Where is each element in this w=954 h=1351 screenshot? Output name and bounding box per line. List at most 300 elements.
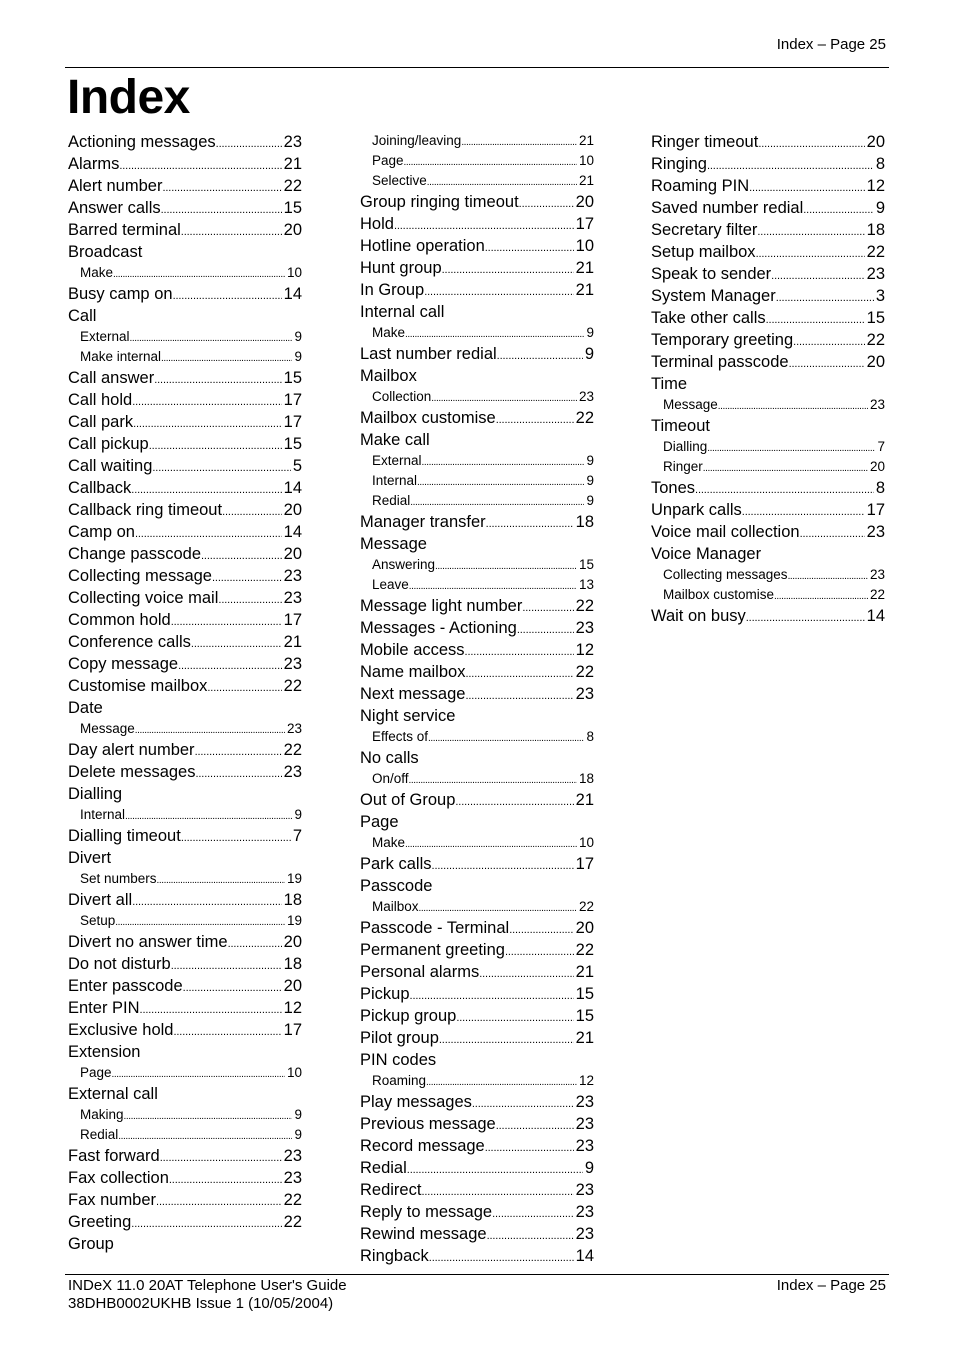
- entry-page-number: 9: [584, 1159, 594, 1177]
- entry-label: Next message: [360, 685, 466, 703]
- entry-page-number: 21: [575, 281, 594, 299]
- entry-label: Pickup: [360, 985, 410, 1003]
- entry-page-number: 22: [575, 409, 594, 427]
- header-page-label: Index – Page 25: [776, 36, 886, 53]
- index-heading: [360, 301, 594, 323]
- dot-leader: [422, 453, 585, 473]
- entry-page-number: 20: [283, 977, 302, 995]
- dot-leader: [409, 577, 577, 597]
- dot-leader: [793, 331, 864, 353]
- entry-page-number: 23: [283, 589, 302, 607]
- dot-leader: [789, 353, 865, 375]
- index-entry: [360, 789, 594, 811]
- dot-leader: [156, 1191, 282, 1213]
- entry-page-number: 17: [283, 611, 302, 629]
- dot-leader: [112, 1065, 285, 1085]
- dot-leader: [758, 133, 864, 155]
- entry-page-number: 18: [283, 955, 302, 973]
- index-subentry: [68, 1125, 302, 1145]
- index-subentry: [651, 457, 885, 477]
- dot-leader: [519, 193, 574, 215]
- entry-label: Broadcast: [68, 243, 143, 261]
- dot-leader: [195, 763, 281, 785]
- index-entry: [68, 389, 302, 411]
- index-heading: [68, 1233, 302, 1255]
- dot-leader: [718, 397, 868, 417]
- entry-page-number: 18: [575, 513, 594, 531]
- entry-page-number: 21: [283, 155, 302, 173]
- entry-page-number: 14: [283, 285, 302, 303]
- dot-leader: [509, 919, 573, 941]
- entry-page-number: 23: [575, 1093, 594, 1111]
- entry-page-number: 23: [869, 567, 885, 582]
- index-subentry: [68, 327, 302, 347]
- entry-label: Divert all: [68, 891, 133, 909]
- entry-page-number: 17: [575, 215, 594, 233]
- index-heading: [360, 533, 594, 555]
- entry-label: Record message: [360, 1137, 485, 1155]
- dot-leader: [465, 641, 574, 663]
- entry-page-number: 9: [586, 493, 594, 508]
- footer-doc-issue: 38DHB0002UKHB Issue 1 (10/05/2004): [68, 1295, 334, 1312]
- entry-page-number: 20: [283, 501, 302, 519]
- entry-label: Timeout: [651, 417, 710, 435]
- dot-leader: [771, 265, 864, 287]
- entry-page-number: 23: [578, 389, 594, 404]
- entry-label: Delete messages: [68, 763, 196, 781]
- entry-page-number: 10: [286, 1065, 302, 1080]
- entry-label: Park calls: [360, 855, 432, 873]
- index-entry: [360, 939, 594, 961]
- entry-label: Hold: [360, 215, 394, 233]
- entry-label: Pilot group: [360, 1029, 439, 1047]
- entry-page-number: 9: [294, 807, 302, 822]
- index-entry: [651, 285, 885, 307]
- entry-label: Effects of: [372, 729, 429, 744]
- entry-page-number: 14: [866, 607, 885, 625]
- dot-leader: [228, 933, 282, 955]
- index-entry: [68, 587, 302, 609]
- entry-label: Play messages: [360, 1093, 472, 1111]
- entry-page-number: 21: [575, 963, 594, 981]
- entry-page-number: 12: [578, 1073, 594, 1088]
- dot-leader: [431, 389, 577, 409]
- dot-leader: [218, 589, 281, 611]
- entry-page-number: 23: [575, 1181, 594, 1199]
- entry-page-number: 21: [575, 259, 594, 277]
- entry-label: External: [80, 329, 130, 344]
- entry-label: External: [372, 453, 422, 468]
- dot-leader: [133, 413, 282, 435]
- dot-leader: [131, 479, 281, 501]
- entry-label: Dialling timeout: [68, 827, 181, 845]
- dot-leader: [707, 439, 875, 459]
- dot-leader: [135, 523, 282, 545]
- index-subentry: [651, 395, 885, 415]
- dot-leader: [485, 1137, 574, 1159]
- entry-label: Permanent greeting: [360, 941, 505, 959]
- index-subentry: [360, 575, 594, 595]
- entry-page-number: 23: [575, 1137, 594, 1155]
- entry-label: Leave: [372, 577, 409, 592]
- entry-page-number: 23: [283, 133, 302, 151]
- index-entry: [651, 521, 885, 543]
- index-entry: [68, 543, 302, 565]
- entry-label: Make internal: [80, 349, 162, 364]
- dot-leader: [171, 955, 282, 977]
- dot-leader: [195, 741, 282, 763]
- index-entry: [68, 219, 302, 241]
- entry-page-number: 8: [586, 729, 594, 744]
- entry-label: Collecting message: [68, 567, 212, 585]
- index-entry: [68, 565, 302, 587]
- dot-leader: [115, 913, 285, 933]
- index-subentry: [360, 151, 594, 171]
- dot-leader: [173, 1021, 281, 1043]
- entry-page-number: 12: [866, 177, 885, 195]
- dot-leader: [439, 1029, 574, 1051]
- dot-leader: [404, 153, 577, 173]
- entry-label: Enter passcode: [68, 977, 183, 995]
- entry-label: Previous message: [360, 1115, 496, 1133]
- entry-label: Copy message: [68, 655, 179, 673]
- index-entry: [360, 1179, 594, 1201]
- dot-leader: [183, 977, 282, 999]
- entry-label: Last number redial: [360, 345, 497, 363]
- entry-label: Answer calls: [68, 199, 161, 217]
- entry-label: Page: [360, 813, 399, 831]
- index-entry: [360, 1005, 594, 1027]
- entry-page-number: 20: [283, 221, 302, 239]
- index-heading: [360, 1049, 594, 1071]
- entry-page-number: 20: [866, 353, 885, 371]
- entry-page-number: 15: [866, 309, 885, 327]
- index-entry: [360, 853, 594, 875]
- dot-leader: [465, 663, 573, 685]
- entry-page-number: 22: [575, 597, 594, 615]
- entry-label: Make: [80, 265, 114, 280]
- entry-label: Night service: [360, 707, 456, 725]
- index-subentry: [360, 769, 594, 789]
- entry-page-number: 22: [283, 1191, 302, 1209]
- entry-page-number: 8: [875, 155, 885, 173]
- dot-leader: [435, 557, 577, 577]
- entry-page-number: 9: [586, 325, 594, 340]
- index-subentry: [68, 719, 302, 739]
- entry-page-number: 9: [294, 349, 302, 364]
- index-heading: [68, 1083, 302, 1105]
- index-column-1: [68, 131, 302, 1255]
- dot-leader: [407, 1159, 583, 1181]
- index-entry: [651, 477, 885, 499]
- entry-label: Divert: [68, 849, 112, 867]
- footer-doc-title: INDeX 11.0 20AT Telephone User's Guide: [68, 1277, 347, 1294]
- index-entry: [68, 825, 302, 847]
- entry-label: On/off: [372, 771, 409, 786]
- index-heading: [360, 365, 594, 387]
- index-entry: [360, 279, 594, 301]
- index-entry: [68, 931, 302, 953]
- dot-leader: [803, 199, 874, 221]
- entry-page-number: 19: [286, 871, 302, 886]
- dot-leader: [766, 309, 865, 331]
- index-subentry: [68, 805, 302, 825]
- entry-label: Divert no answer time: [68, 933, 228, 951]
- entry-label: Redial: [360, 1159, 407, 1177]
- index-entry: [360, 1223, 594, 1245]
- index-entry: [651, 241, 885, 263]
- dot-leader: [132, 891, 281, 913]
- dot-leader: [742, 501, 865, 523]
- dot-leader: [505, 941, 574, 963]
- entry-page-number: 14: [283, 523, 302, 541]
- dot-leader: [162, 177, 281, 199]
- index-entry: [68, 455, 302, 477]
- entry-page-number: 23: [283, 763, 302, 781]
- dot-leader: [124, 1107, 293, 1127]
- index-subentry: [68, 869, 302, 889]
- index-entry: [360, 639, 594, 661]
- entry-label: Mailbox: [360, 367, 417, 385]
- dot-leader: [432, 855, 574, 877]
- dot-leader: [695, 479, 874, 501]
- entry-label: Voice mail collection: [651, 523, 800, 541]
- dot-leader: [496, 1115, 574, 1137]
- dot-leader: [152, 457, 290, 479]
- index-entry: [68, 1167, 302, 1189]
- dot-leader: [424, 281, 573, 303]
- index-heading: [360, 875, 594, 897]
- dot-leader: [419, 899, 577, 919]
- index-subentry: [360, 471, 594, 491]
- index-subentry: [68, 347, 302, 367]
- entry-page-number: 14: [575, 1247, 594, 1265]
- dot-leader: [455, 791, 573, 813]
- entry-label: No calls: [360, 749, 419, 767]
- entry-label: Redial: [372, 493, 411, 508]
- entry-page-number: 9: [294, 1127, 302, 1142]
- page-title: Index: [67, 71, 190, 124]
- entry-page-number: 17: [866, 501, 885, 519]
- entry-page-number: 17: [283, 391, 302, 409]
- entry-label: Call answer: [68, 369, 155, 387]
- dot-leader: [140, 999, 282, 1021]
- dot-leader: [171, 611, 282, 633]
- entry-label: Camp on: [68, 523, 135, 541]
- entry-page-number: 21: [575, 1029, 594, 1047]
- entry-page-number: 18: [578, 771, 594, 786]
- entry-label: Mailbox customise: [360, 409, 496, 427]
- index-entry: [68, 1211, 302, 1233]
- index-entry: [651, 307, 885, 329]
- entry-page-number: 22: [283, 677, 302, 695]
- dot-leader: [429, 1247, 574, 1269]
- entry-label: Tones: [651, 479, 696, 497]
- entry-label: Pickup group: [360, 1007, 457, 1025]
- index-entry: [68, 411, 302, 433]
- entry-page-number: 15: [283, 435, 302, 453]
- entry-label: Redial: [80, 1127, 119, 1142]
- entry-label: Call pickup: [68, 435, 149, 453]
- entry-page-number: 23: [283, 655, 302, 673]
- entry-label: Callback: [68, 479, 132, 497]
- entry-label: Call: [68, 307, 97, 325]
- entry-page-number: 20: [869, 459, 885, 474]
- index-entry: [651, 197, 885, 219]
- index-entry: [68, 739, 302, 761]
- entry-page-number: 22: [283, 1213, 302, 1231]
- index-subentry: [360, 451, 594, 471]
- index-subentry: [651, 437, 885, 457]
- entry-page-number: 22: [866, 243, 885, 261]
- dot-leader: [442, 259, 574, 281]
- entry-page-number: 9: [294, 329, 302, 344]
- index-entry: [68, 975, 302, 997]
- entry-page-number: 15: [283, 369, 302, 387]
- index-heading: [651, 543, 885, 565]
- entry-label: Selective: [372, 173, 427, 188]
- dot-leader: [181, 827, 291, 849]
- index-entry: [360, 983, 594, 1005]
- entry-label: Call waiting: [68, 457, 153, 475]
- dot-leader: [410, 985, 574, 1007]
- dot-leader: [456, 1007, 573, 1029]
- entry-page-number: 23: [283, 567, 302, 585]
- entry-label: Call park: [68, 413, 134, 431]
- entry-page-number: 20: [866, 133, 885, 151]
- entry-page-number: 23: [283, 1169, 302, 1187]
- index-subentry: [360, 833, 594, 853]
- footer-left: [68, 1277, 347, 1313]
- entry-page-number: 22: [866, 331, 885, 349]
- entry-page-number: 7: [292, 827, 302, 845]
- entry-page-number: 9: [586, 473, 594, 488]
- entry-label: Call hold: [68, 391, 133, 409]
- dot-leader: [149, 435, 282, 457]
- dot-leader: [130, 329, 293, 349]
- entry-label: Reply to message: [360, 1203, 493, 1221]
- entry-page-number: 15: [283, 199, 302, 217]
- index-entry: [360, 191, 594, 213]
- entry-page-number: 13: [578, 577, 594, 592]
- dot-leader: [757, 221, 864, 243]
- dot-leader: [774, 587, 868, 607]
- dot-leader: [181, 221, 282, 243]
- index-entry: [360, 1201, 594, 1223]
- entry-label: Extension: [68, 1043, 141, 1061]
- entry-page-number: 23: [575, 619, 594, 637]
- index-entry: [360, 1113, 594, 1135]
- entry-label: Alert number: [68, 177, 163, 195]
- index-subentry: [651, 565, 885, 585]
- index-entry: [651, 351, 885, 373]
- dot-leader: [522, 597, 573, 619]
- entry-label: Dialling: [68, 785, 123, 803]
- dot-leader: [405, 835, 577, 855]
- index-entry: [360, 213, 594, 235]
- entry-label: Collecting voice mail: [68, 589, 219, 607]
- index-column-2: [360, 131, 594, 1267]
- dot-leader: [394, 215, 574, 237]
- index-entry: [651, 175, 885, 197]
- entry-label: Change passcode: [68, 545, 202, 563]
- entry-label: Roaming: [372, 1073, 427, 1088]
- entry-page-number: 9: [586, 453, 594, 468]
- entry-label: Take other calls: [651, 309, 766, 327]
- dot-leader: [496, 409, 574, 431]
- index-entry: [68, 283, 302, 305]
- entry-label: Redirect: [360, 1181, 422, 1199]
- dot-leader: [487, 1225, 574, 1247]
- dot-leader: [427, 173, 577, 193]
- entry-label: Wait on busy: [651, 607, 746, 625]
- entry-label: Group: [68, 1235, 114, 1253]
- index-entry: [360, 595, 594, 617]
- index-entry: [360, 961, 594, 983]
- entry-label: Message light number: [360, 597, 523, 615]
- index-entry: [360, 617, 594, 639]
- entry-label: Passcode - Terminal: [360, 919, 510, 937]
- dot-leader: [421, 1181, 573, 1203]
- entry-label: Set numbers: [80, 871, 157, 886]
- dot-leader: [161, 349, 292, 369]
- entry-label: Conference calls: [68, 633, 191, 651]
- entry-page-number: 21: [578, 133, 594, 148]
- entry-label: Group ringing timeout: [360, 193, 519, 211]
- entry-page-number: 17: [283, 413, 302, 431]
- entry-label: Day alert number: [68, 741, 195, 759]
- entry-label: Secretary filter: [651, 221, 758, 239]
- entry-label: Message: [663, 397, 718, 412]
- footer-rule: [65, 1274, 889, 1275]
- index-subentry: [360, 323, 594, 343]
- dot-leader: [461, 133, 577, 153]
- index-entry: [68, 131, 302, 153]
- entry-page-number: 23: [283, 1147, 302, 1165]
- index-entry: [360, 1245, 594, 1267]
- index-subentry: [360, 131, 594, 151]
- dot-leader: [472, 1093, 574, 1115]
- index-subentry: [68, 911, 302, 931]
- entry-label: Name mailbox: [360, 663, 466, 681]
- entry-label: Barred terminal: [68, 221, 181, 239]
- dot-leader: [161, 199, 282, 221]
- entry-label: Out of Group: [360, 791, 456, 809]
- dot-leader: [426, 1073, 577, 1093]
- entry-label: Voice Manager: [651, 545, 762, 563]
- index-heading: [651, 415, 885, 437]
- dot-leader: [409, 771, 577, 791]
- dot-leader: [113, 265, 285, 285]
- index-entry: [651, 605, 885, 627]
- entry-label: Mobile access: [360, 641, 465, 659]
- entry-label: Internal: [80, 807, 126, 822]
- entry-page-number: 18: [866, 221, 885, 239]
- entry-label: Unpark calls: [651, 501, 742, 519]
- entry-label: Internal call: [360, 303, 445, 321]
- dot-leader: [417, 473, 584, 493]
- entry-label: Making: [80, 1107, 124, 1122]
- entry-page-number: 17: [575, 855, 594, 873]
- dot-leader: [154, 369, 281, 391]
- dot-leader: [135, 721, 285, 741]
- index-subentry: [651, 585, 885, 605]
- entry-page-number: 20: [575, 919, 594, 937]
- index-subentry: [68, 1105, 302, 1125]
- entry-label: Make: [372, 325, 406, 340]
- entry-label: Make call: [360, 431, 430, 449]
- entry-label: Setup: [80, 913, 116, 928]
